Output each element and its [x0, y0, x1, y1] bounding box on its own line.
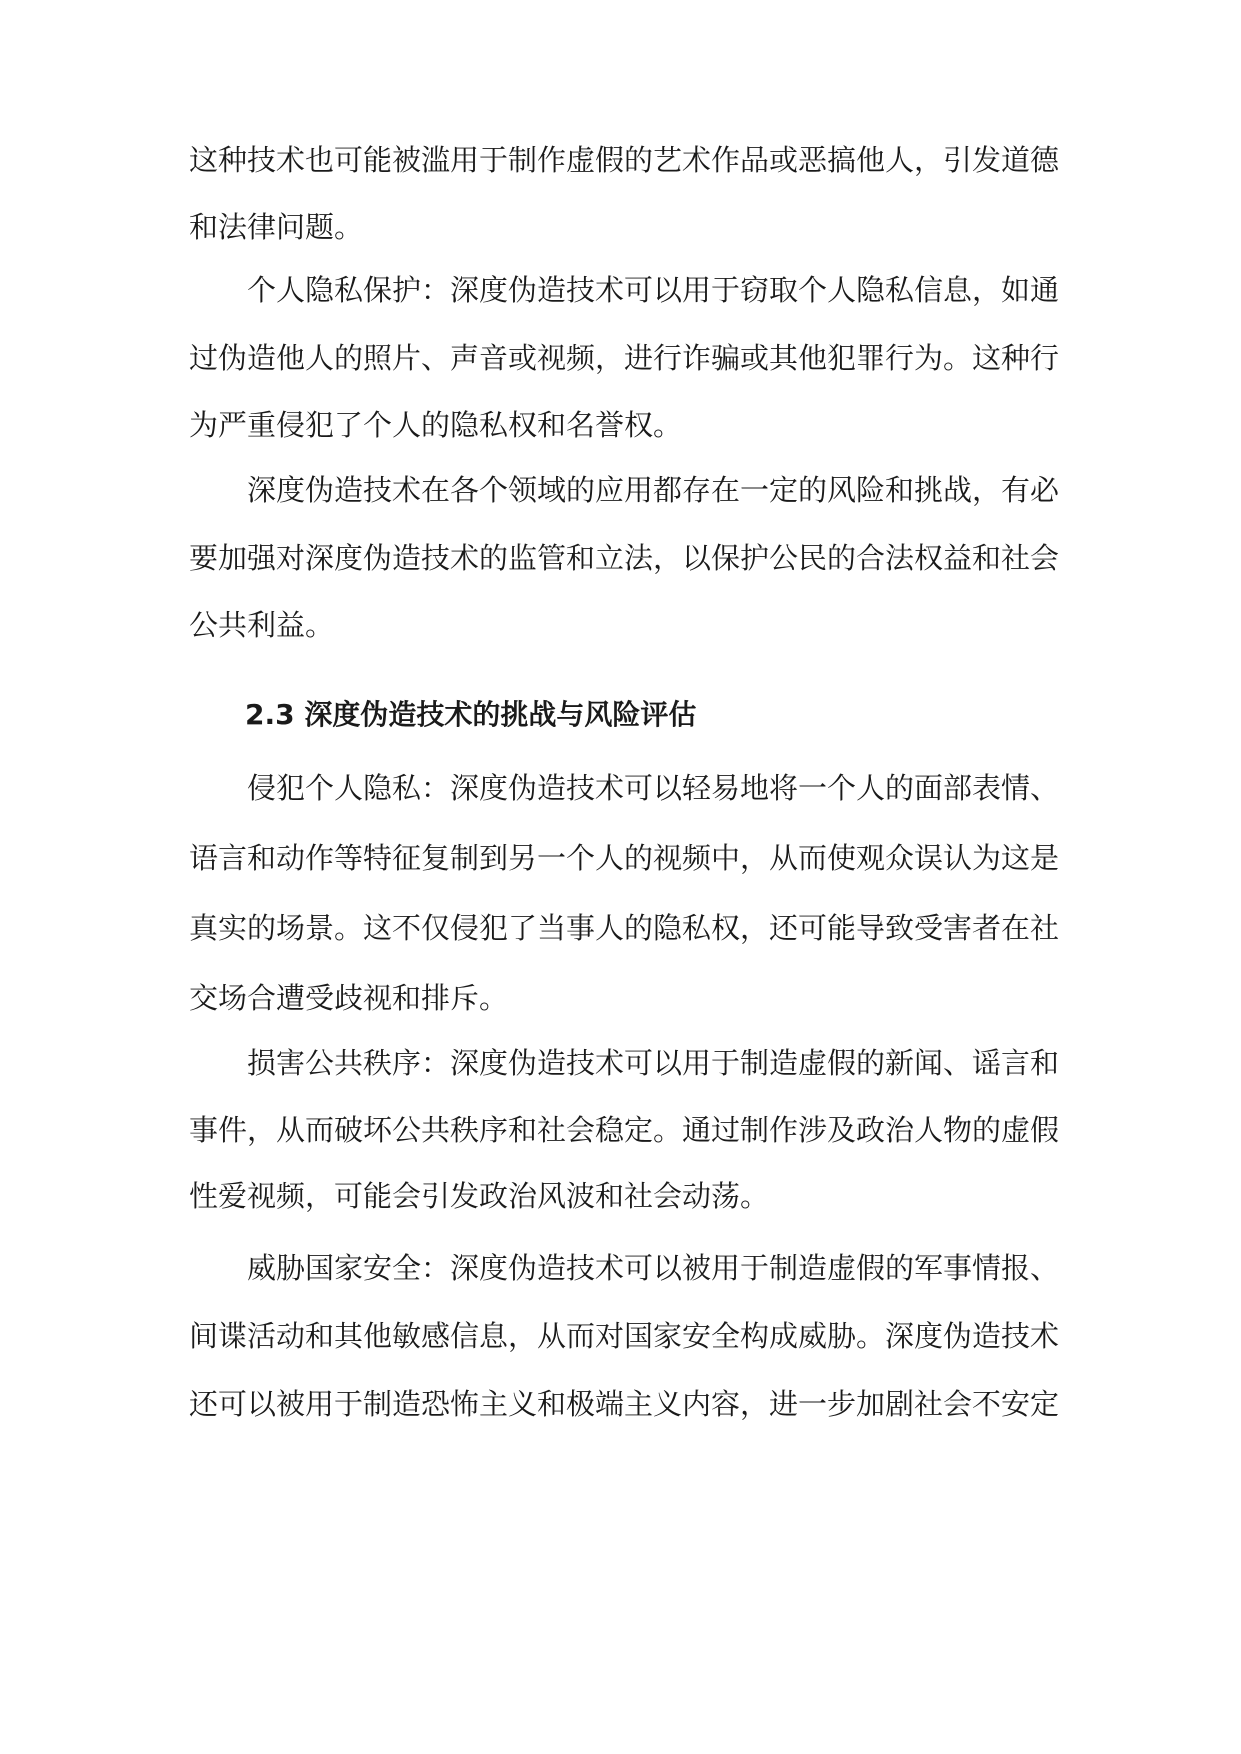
paragraph-line: 还可以被用于制造恐怖主义和极端主义内容，进一步加剧社会不安定 [189, 1387, 1060, 1421]
paragraph-line: 性爱视频，可能会引发政治风波和社会动荡。 [189, 1179, 770, 1213]
paragraph-line: 语言和动作等特征复制到另一个人的视频中，从而使观众误认为这是 [189, 841, 1060, 875]
paragraph-line: 交场合遭受歧视和排斥。 [189, 981, 509, 1015]
paragraph-line: 要加强对深度伪造技术的监管和立法，以保护公民的合法权益和社会 [189, 541, 1060, 575]
paragraph-line: 这种技术也可能被滥用于制作虚假的艺术作品或恶搞他人，引发道德 [189, 143, 1060, 177]
paragraph-line: 深度伪造技术在各个领域的应用都存在一定的风险和挑战，有必 [247, 473, 1060, 507]
paragraph-line: 间谍活动和其他敏感信息，从而对国家安全构成威胁。深度伪造技术 [189, 1319, 1060, 1353]
paragraph-line: 损害公共秩序：深度伪造技术可以用于制造虚假的新闻、谣言和 [247, 1046, 1060, 1080]
paragraph-line: 事件，从而破坏公共秩序和社会稳定。通过制作涉及政治人物的虚假 [189, 1113, 1060, 1147]
paragraph-line: 和法律问题。 [189, 210, 364, 244]
paragraph-line: 为严重侵犯了个人的隐私权和名誉权。 [189, 408, 683, 442]
paragraph-line: 侵犯个人隐私：深度伪造技术可以轻易地将一个人的面部表情、 [247, 771, 1060, 805]
paragraph-line: 公共利益。 [189, 608, 335, 642]
paragraph-line: 真实的场景。这不仅侵犯了当事人的隐私权，还可能导致受害者在社 [189, 911, 1060, 945]
paragraph-line: 个人隐私保护：深度伪造技术可以用于窃取个人隐私信息，如通 [247, 273, 1060, 307]
paragraph-line: 过伪造他人的照片、声音或视频，进行诈骗或其他犯罪行为。这种行 [189, 341, 1060, 375]
paragraph-line: 威胁国家安全：深度伪造技术可以被用于制造虚假的军事情报、 [247, 1251, 1060, 1285]
section-heading: 2.3 深度伪造技术的挑战与风险评估 [245, 698, 697, 731]
